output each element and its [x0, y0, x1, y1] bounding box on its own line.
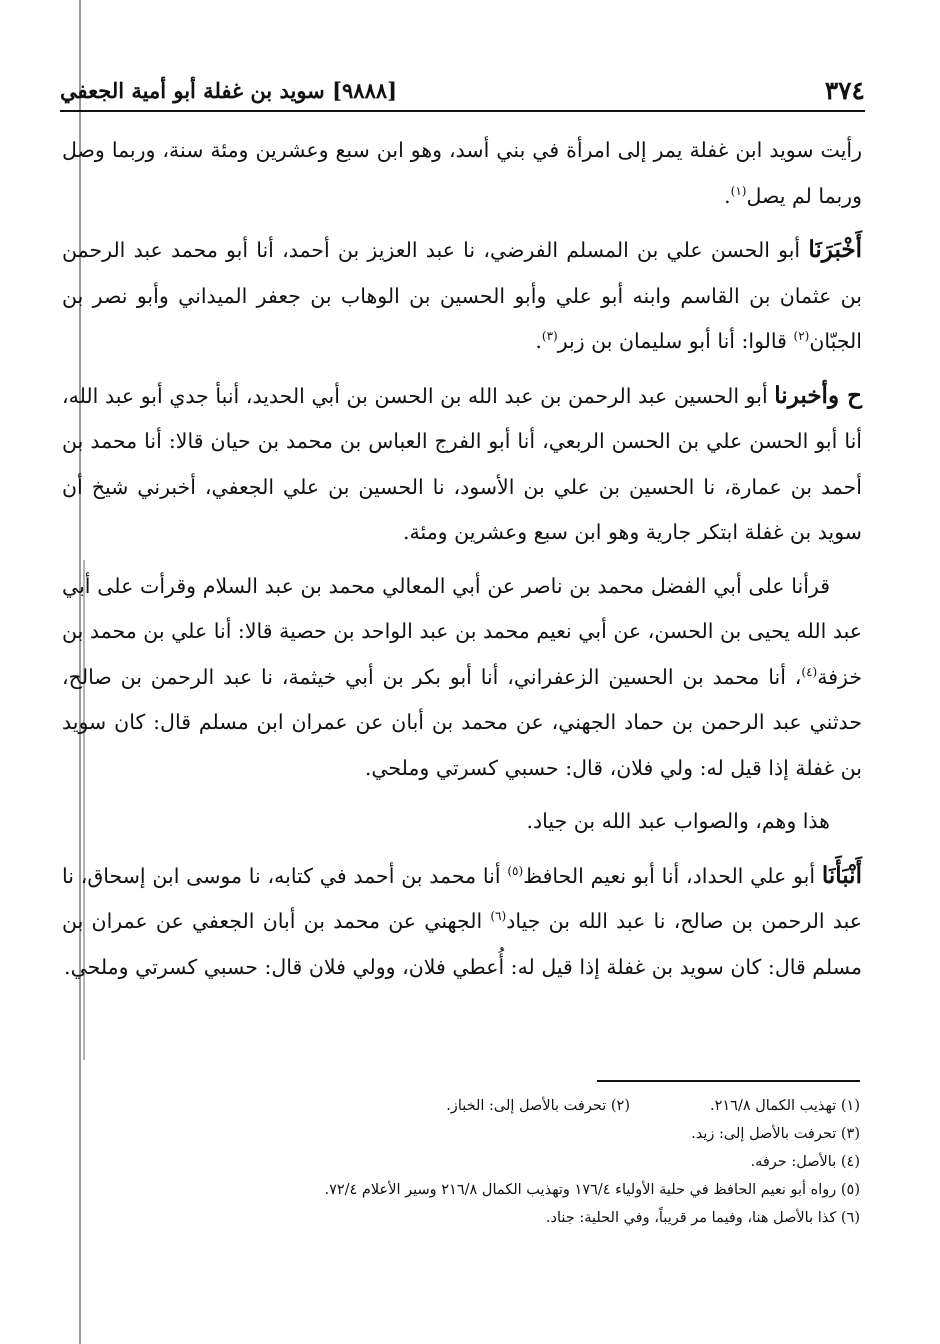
footnote-ref: (٥) [507, 863, 524, 878]
transmission-keyword: ح وأخبرنا [774, 381, 862, 409]
paragraph-1 [62, 128, 862, 219]
paragraph-text: رأيت سويد ابن غفلة يمر إلى امرأة في بني أسد، وهو ابن سبع وعشرين ومئة سنة، وربما وصل وربما لم يصل [62, 138, 862, 208]
paragraph-2 [62, 227, 862, 365]
paragraph-text: قرأنا على أبي الفضل محمد بن ناصر عن أبي المعالي محمد بن عبد السلام وقرأت على أبي عبد الله يحيى بن الحسن، عن أبي نعيم محمد بن عبد الواحد بن حصية قالا: أنا علي بن محمد بن خزفة [62, 573, 862, 689]
paragraph-6 [62, 853, 862, 991]
running-title: [٩٨٨٨] سويد بن غفلة أبو أمية الجعفي [60, 77, 398, 103]
paragraph-text: أبو علي الحداد، أنا أبو نعيم الحافظ [523, 863, 816, 888]
paragraph-4 [62, 564, 862, 792]
footnote-1: (١) تهذيب الكمال ٢١٦/٨. [709, 1098, 860, 1114]
paragraph-text: ، أنا محمد بن الحسين الزعفراني، أنا أبو بكر بن أبي خيثمة، نا عبد الرحمن بن صالح، حدثني عبد الرحمن بن حماد الجهني، عن محمد بن أبان عن عمران ابن مسلم قال: كان سويد بن غفلة إذا قيل له: ولي فلان، قال: حسبي كسرتي وملحي. [62, 664, 862, 780]
footnote-4: (٤) بالأصل: حرفه. [750, 1154, 860, 1170]
paragraph-text: قالوا: أنا أبو سليمان بن زبر [557, 329, 787, 353]
sentence-end: . [535, 329, 542, 353]
footnote-ref: (٢) [793, 329, 810, 344]
paragraph-text: هذا وهم، والصواب عبد الله بن جياد. [526, 809, 830, 833]
footnote-ref: (٦) [490, 909, 507, 924]
paragraph-text: أنا محمد بن أحمد في كتابه، نا موسى ابن إسحاق، نا عبد الرحمن بن صالح، نا عبد الله بن جياد [62, 863, 862, 933]
transmission-keyword: أَخْبَرَنَا [808, 236, 862, 263]
footnotes [200, 1092, 860, 1232]
footnote-5: (٥) رواه أبو نعيم الحافظ في حلية الأولياء ١٧٦/٤ وتهذيب الكمال ٢١٦/٨ وسير الأعلام ٧٢/٤. [324, 1182, 860, 1198]
paragraph-text: أبو الحسين عبد الرحمن بن عبد الله بن الحسن بن أبي الحديد، أنبأ جدي أبو عبد الله، أنا أبو الحسن علي بن الحسن الربعي، أنا أبو الفرج العباس بن محمد بن حيان قالا: أنا محمد بن أحمد بن عمارة، نا الحسين بن علي بن الأسود، نا الحسين بن علي الجعفي، أخبرني شيخ أن سويد بن غفلة ابتكر جارية وهو ابن سبع وعشرين ومئة. [62, 383, 862, 544]
paragraph-text: الجهني عن محمد بن أبان الجعفي عن عمران بن مسلم قال: كان سويد بن غفلة إذا قيل له: أُعطي فلان، وولي فلان قال: حسبي كسرتي وملحي. [62, 909, 862, 979]
paragraph-3 [62, 373, 862, 556]
main-text [62, 128, 862, 998]
footnote-rule [597, 1080, 860, 1082]
page-number: ٣٧٤ [824, 75, 865, 105]
footnote-ref: (١) [730, 183, 747, 198]
footnote-2: (٢) تحرفت بالأصل إلى: الخباز. [446, 1098, 630, 1114]
transmission-keyword: أَنْبَأَنَا [821, 861, 862, 889]
paragraph-5 [62, 799, 862, 845]
footnote-6: (٦) كذا بالأصل هنا، وفيما مر قريباً، وفي الحلية: جناد. [545, 1210, 860, 1226]
paragraph-text: أبو الحسن علي بن المسلم الفرضي، نا عبد العزيز بن أحمد، أنا أبو محمد عبد الرحمن بن عثمان بن القاسم وابنه أبو علي وأبو الحسين بن الوهاب بن جعفر الميداني وأبو نصر بن الجبّان [62, 238, 862, 353]
footnote-ref: (٣) [541, 329, 558, 344]
footnote-row [200, 1092, 860, 1120]
header-rule [60, 110, 865, 112]
sentence-end: . [724, 183, 731, 208]
footnote-3: (٣) تحرفت بالأصل إلى: زيد. [691, 1126, 860, 1142]
footnote-ref: (٤) [801, 664, 818, 679]
page-header [60, 72, 865, 108]
